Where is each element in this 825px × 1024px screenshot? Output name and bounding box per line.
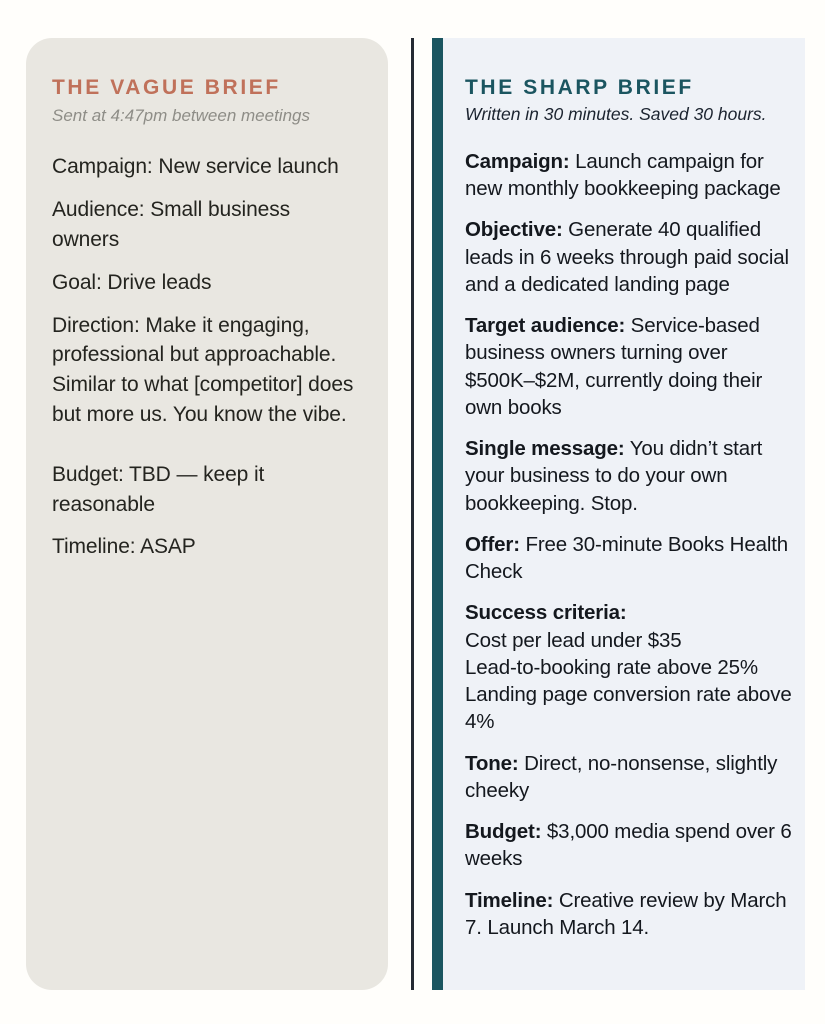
sharp-brief-item-subline: Cost per lead under $35 xyxy=(465,628,682,652)
sharp-brief-item-value: Creative review by March 7. Launch March 14. xyxy=(465,888,787,939)
sharp-brief-item-value: Generate 40 qualified leads in 6 weeks through paid social and a dedicated landing page xyxy=(465,218,789,296)
sharp-brief-accent-bar xyxy=(432,38,443,990)
sharp-brief-item-value: $3,000 media spend over 6 weeks xyxy=(465,820,792,871)
vague-brief-card xyxy=(26,38,388,990)
vague-brief-title: THE VAGUE BRIEF xyxy=(52,76,281,99)
sharp-brief-item-value: Service-based business owners turning over $500K–$2M, currently doing their own books xyxy=(465,314,763,419)
sharp-brief-item xyxy=(465,599,799,735)
vague-line-direction: Direction: Make it engaging, professional but approachable. Similar to what [competitor] does but more us. You know the vibe. xyxy=(52,313,354,427)
sharp-brief-item-label: Offer: xyxy=(465,532,520,556)
sharp-brief-subtitle: Written in 30 minutes. Saved 30 hours. xyxy=(465,104,767,125)
sharp-brief-item-label: Budget: xyxy=(465,820,542,844)
sharp-brief-item-label: Tone: xyxy=(465,751,519,775)
sharp-brief-item-value: You didn’t start your business to do your own bookkeeping. Stop. xyxy=(465,437,763,515)
sharp-brief-item-value: Direct, no-nonsense, slightly cheeky xyxy=(465,751,778,802)
vague-line-budget: Budget: TBD — keep it reasonable xyxy=(52,462,265,516)
vague-line-goal: Goal: Drive leads xyxy=(52,270,212,294)
sharp-brief-item-label: Campaign: xyxy=(465,149,570,173)
sharp-brief-item-value: Free 30-minute Books Health Check xyxy=(465,532,789,584)
sharp-brief-item-label: Success criteria: xyxy=(465,601,627,625)
sharp-brief-item-list xyxy=(465,148,799,941)
sharp-brief-item-label: Single message: xyxy=(465,437,625,461)
sharp-brief-item-value: Launch campaign for new monthly bookkeeping package xyxy=(465,149,781,201)
sharp-brief-item-subline: Lead-to-booking rate above 25% xyxy=(465,655,758,679)
sharp-brief-item-subline: Landing page conversion rate above 4% xyxy=(465,683,792,734)
vague-line-timeline: Timeline: ASAP xyxy=(52,535,196,559)
sharp-brief-item xyxy=(465,216,799,298)
sharp-brief-item xyxy=(465,887,799,942)
sharp-brief-item xyxy=(465,312,799,421)
sharp-brief-panel xyxy=(443,38,805,990)
sharp-brief-item-label: Target audience: xyxy=(465,314,626,338)
sharp-brief-item xyxy=(465,435,799,517)
column-divider-rule xyxy=(411,38,414,990)
sharp-brief-item xyxy=(465,750,799,805)
sharp-brief-item xyxy=(465,148,799,203)
sharp-brief-item xyxy=(465,531,799,586)
vague-brief-subtitle: Sent at 4:47pm between meetings xyxy=(52,106,310,126)
sharp-brief-title: THE SHARP BRIEF xyxy=(465,76,694,99)
sharp-brief-item-label: Objective: xyxy=(465,218,563,242)
vague-line-audience: Audience: Small business owners xyxy=(52,198,291,251)
vague-line-campaign: Campaign: New service launch xyxy=(52,155,339,179)
sharp-brief-item xyxy=(465,818,799,873)
sharp-brief-item-label: Timeline: xyxy=(465,888,554,912)
